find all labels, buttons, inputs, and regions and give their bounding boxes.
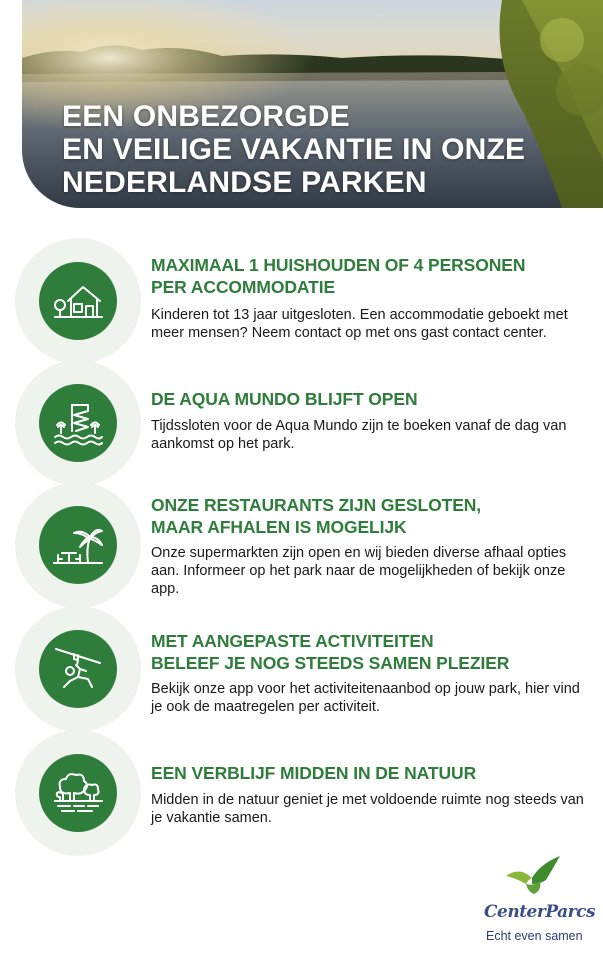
item-title-line: MET AANGEPASTE ACTIVITEITEN	[151, 631, 434, 651]
icon-badge	[39, 262, 117, 340]
item-title-line: MAAR AFHALEN IS MOGELIJK	[151, 517, 407, 537]
title-line: NEDERLANDSE PARKEN	[62, 166, 427, 199]
page-title	[62, 100, 525, 199]
item-title-line: MAXIMAAL 1 HUISHOUDEN OF 4 PERSONEN	[151, 255, 526, 275]
icon-badge	[39, 506, 117, 584]
item-title	[151, 388, 418, 410]
item-body: Kinderen tot 13 jaar uitgesloten. Een accommodatie geboekt met meer mensen? Neem contact op met ons gast contact center.	[151, 307, 568, 341]
item-body: Midden in de natuur geniet je met voldoende ruimte nog steeds van je vakantie samen.	[151, 792, 584, 826]
item-title-line: BELEEF JE NOG STEEDS SAMEN PLEZIER	[151, 653, 510, 673]
logo-name: CenterParcs	[484, 902, 596, 922]
title-line: EN VEILIGE VAKANTIE IN ONZE	[62, 133, 526, 166]
hero-banner	[22, 0, 603, 208]
logo-tagline: Echt even samen	[486, 929, 583, 943]
item-title	[151, 630, 509, 674]
bird-logo-icon	[502, 850, 572, 902]
water-slide-icon	[50, 395, 106, 451]
cottage-icon	[50, 273, 106, 329]
item-title	[151, 254, 525, 298]
palm-terrace-icon	[50, 517, 106, 573]
item-title-line: ONZE RESTAURANTS ZIJN GESLOTEN,	[151, 495, 482, 515]
zipline-icon	[50, 641, 106, 697]
forest-lake-icon	[50, 765, 106, 821]
item-body: Onze supermarkten zijn open en wij bieden diverse afhaal opties aan. Informeer op het park naar de mogelijkheden of bekijk onze app.	[151, 545, 567, 597]
item-title-line: PER ACCOMMODATIE	[151, 277, 336, 297]
title-line: EEN ONBEZORGDE	[62, 100, 350, 133]
item-title	[151, 762, 476, 784]
icon-badge	[39, 384, 117, 462]
center-parcs-logo[interactable]	[482, 850, 596, 950]
item-title	[151, 494, 481, 538]
icon-badge	[39, 754, 117, 832]
item-title-line: EEN VERBLIJF MIDDEN IN DE NATUUR	[151, 763, 477, 783]
item-body: Bekijk onze app voor het activiteitenaanbod op jouw park, hier vind je ook de maatregelen per activiteit.	[151, 681, 580, 715]
item-title-line: DE AQUA MUNDO BLIJFT OPEN	[151, 389, 418, 409]
icon-badge	[39, 630, 117, 708]
item-body: Tijdssloten voor de Aqua Mundo zijn te boeken vanaf de dag van aankomst op het park.	[151, 418, 567, 452]
